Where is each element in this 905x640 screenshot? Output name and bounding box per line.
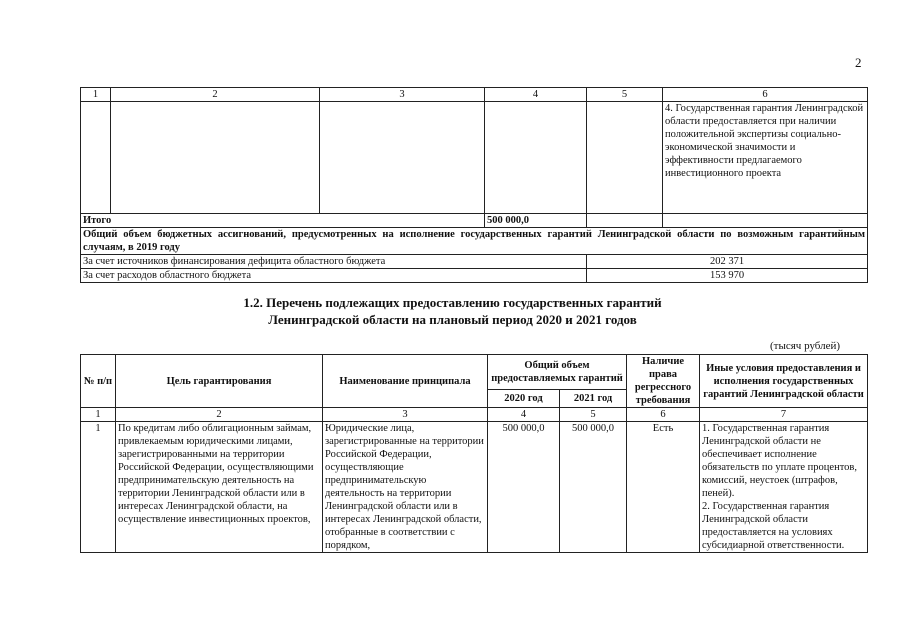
row-goal: По кредитам либо облигационным займам, привлекаемым юридическими лицами, зарегистрированными на территории Российской Федерации, осуществляющими предпринимательскую деятельность на территории Ленинградской области или в интересах Ленинградской области, на осуществление инвестиционных проектов, (116, 422, 323, 553)
col-number: 3 (320, 88, 485, 102)
guarantees-table-2019-continued (80, 87, 868, 283)
summary-text: Общий объем бюджетных ассигнований, предусмотренных на исполнение государственных гарантий Ленинградской области по возможным гарантийным случаям, в 2019 году (81, 228, 868, 255)
col-number: 5 (587, 88, 663, 102)
header-regress: Наличие права регрессного требования (627, 355, 700, 408)
header-total: Общий объем предоставляемых гарантий (488, 355, 627, 390)
col-number: 4 (488, 408, 560, 422)
source-label: За счет источников финансирования дефицита областного бюджета (81, 255, 587, 269)
col-number: 1 (81, 408, 116, 422)
row-other-conditions (700, 422, 868, 553)
col-number: 2 (111, 88, 320, 102)
header-year-2020: 2020 год (488, 389, 560, 407)
total-row (81, 214, 868, 228)
col-number: 5 (560, 408, 627, 422)
header-row (81, 355, 868, 390)
col-number: 3 (323, 408, 488, 422)
source-label: За счет расходов областного бюджета (81, 269, 587, 283)
continued-row (81, 102, 868, 214)
header-other-conditions: Иные условия предоставления и исполнения государственных гарантий Ленинградской области (700, 355, 868, 408)
row-value-2020: 500 000,0 (488, 422, 560, 553)
col-number: 6 (627, 408, 700, 422)
other-condition-2: 2. Государственная гарантия Ленинградской области предоставляется на условиях субсидиарной ответственности. (702, 501, 845, 551)
condition-text: 4. Государственная гарантия Ленинградской области предоставляется при наличии положительной экспертизы социально-экономической значимости и эффективности предлагаемого инвестиционного проекта (663, 102, 868, 214)
col-number: 6 (663, 88, 868, 102)
header-goal: Цель гарантирования (116, 355, 323, 408)
header-year-2021: 2021 год (560, 389, 627, 407)
row-regress: Есть (627, 422, 700, 553)
units-note: (тысяч рублей) (770, 340, 841, 352)
total-label: Итого (81, 214, 485, 228)
header-num: № п/п (81, 355, 116, 408)
header-principal: Наименование принципала (323, 355, 488, 408)
source-row (81, 255, 868, 269)
col-number: 2 (116, 408, 323, 422)
guarantees-table-2020-2021 (80, 354, 868, 553)
column-number-row (81, 88, 868, 102)
section-heading-line1: 1.2. Перечень подлежащих предоставлению государственных гарантий (243, 295, 662, 310)
row-number: 1 (81, 422, 116, 553)
total-value: 500 000,0 (485, 214, 587, 228)
other-condition-1: 1. Государственная гарантия Ленинградской области не обеспечивает исполнение обязательств по уплате процентов, комиссий, неустоек (штрафов, пеней). (702, 423, 857, 499)
source-row (81, 269, 868, 283)
summary-row (81, 228, 868, 255)
table-row (81, 422, 868, 553)
section-heading-line2: Ленинградской области на плановый период 2020 и 2021 годов (268, 312, 637, 327)
row-principal: Юридические лица, зарегистрированные на территории Российской Федерации, осуществляющие предпринимательскую деятельность на территории Ленинградской области или в интересах Ленинградской области, отобранные в соответствии с порядком, (323, 422, 488, 553)
source-value: 153 970 (587, 269, 868, 283)
col-number: 1 (81, 88, 111, 102)
row-value-2021: 500 000,0 (560, 422, 627, 553)
column-number-row (81, 408, 868, 422)
source-value: 202 371 (587, 255, 868, 269)
col-number: 7 (700, 408, 868, 422)
page-number: 2 (855, 55, 862, 70)
col-number: 4 (485, 88, 587, 102)
